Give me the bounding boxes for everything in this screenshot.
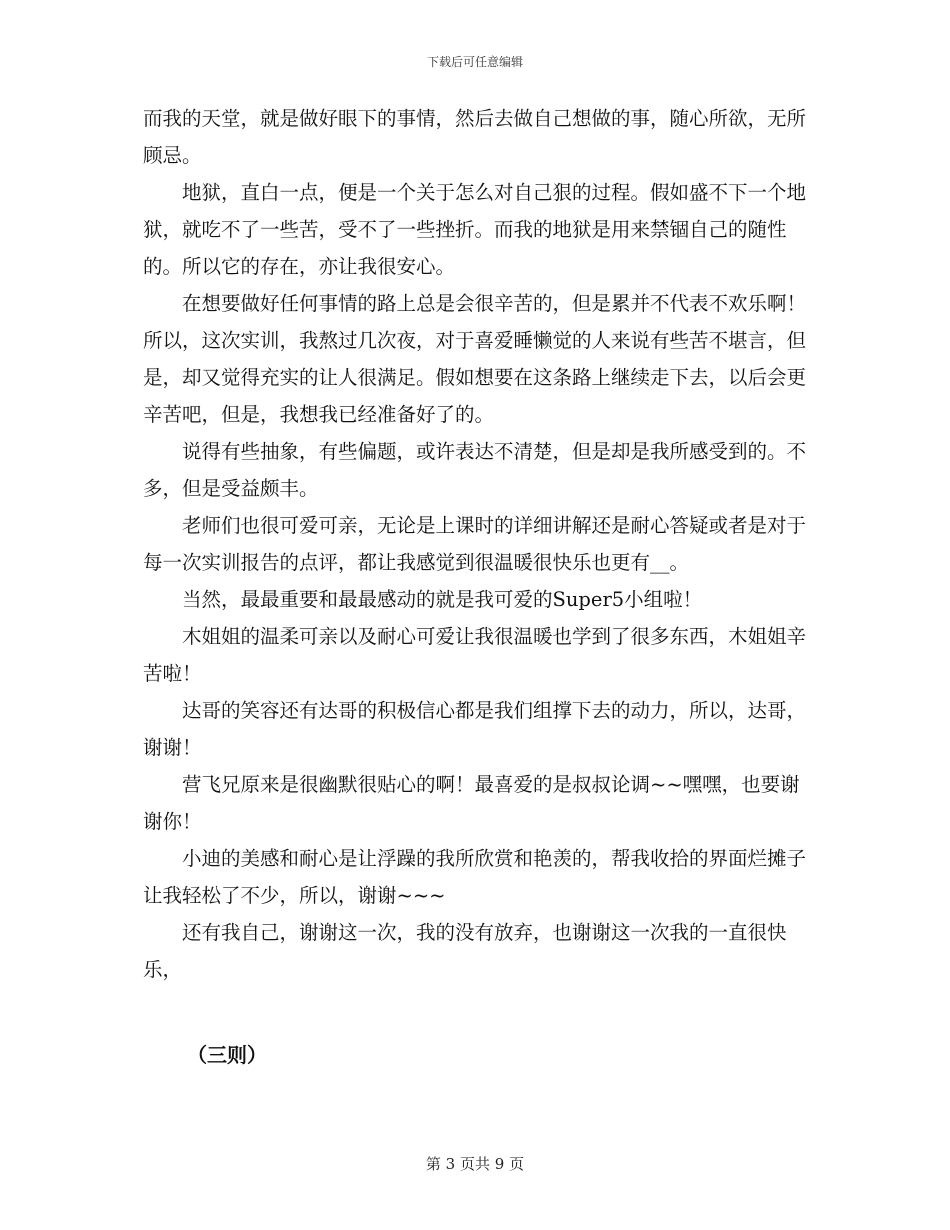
page-header: 下载后可任意编辑 [426,55,523,69]
section-title: （三则） [187,1043,267,1067]
paragraph: 老师们也很可爱可亲，无论是上课时的详细讲解还是耐心答疑或者是对于每一次实训报告的点评，都让我感觉到很温暖很快乐也更有__。 [143,514,807,574]
paragraph: 而我的天堂，就是做好眼下的事情，然后去做自己想做的事，随心所欲，无所顾忌。 [143,107,807,167]
paragraph: 地狱，直白一点，便是一个关于怎么对自己狠的过程。假如盛不下一个地狱，就吃不了一些苦，受不了一些挫折。而我的地狱是用来禁锢自己的随性的。所以它的存在，亦让我很安心。 [143,181,807,278]
paragraph: 达哥的笑容还有达哥的积极信心都是我们组撑下去的动力，所以，达哥，谢谢！ [143,699,807,759]
paragraph: 在想要做好任何事情的路上总是会很辛苦的，但是累并不代表不欢乐啊！所以，这次实训，我熬过几次夜，对于喜爱睡懒觉的人来说有些苦不堪言，但是，却又觉得充实的让人很满足。假如想要在这条路上继续走下去，以后会更辛苦吧，但是，我想我已经准备好了的。 [143,292,807,426]
paragraph: 说得有些抽象，有些偏题，或许表达不清楚，但是却是我所感受到的。不多，但是受益颇丰。 [143,440,807,500]
paragraph: 小迪的美感和耐心是让浮躁的我所欣赏和艳羡的，帮我收拾的界面烂摊子让我轻松了不少，所以，谢谢~~~ [143,847,807,907]
paragraph: 当然，最最重要和最最感动的就是我可爱的Super5小组啦！ [182,588,703,611]
paragraph: 木姐姐的温柔可亲以及耐心可爱让我很温暖也学到了很多东西，木姐姐辛苦啦！ [143,625,807,685]
document-body [143,100,813,988]
page-footer: 第 3 页共 9 页 [425,1155,525,1173]
paragraph: 还有我自己，谢谢这一次，我的没有放弃，也谢谢这一次我的一直很快乐， [143,921,787,981]
paragraph: 营飞兄原来是很幽默很贴心的啊！最喜爱的是叔叔论调~~嘿嘿，也要谢谢你！ [143,773,800,833]
